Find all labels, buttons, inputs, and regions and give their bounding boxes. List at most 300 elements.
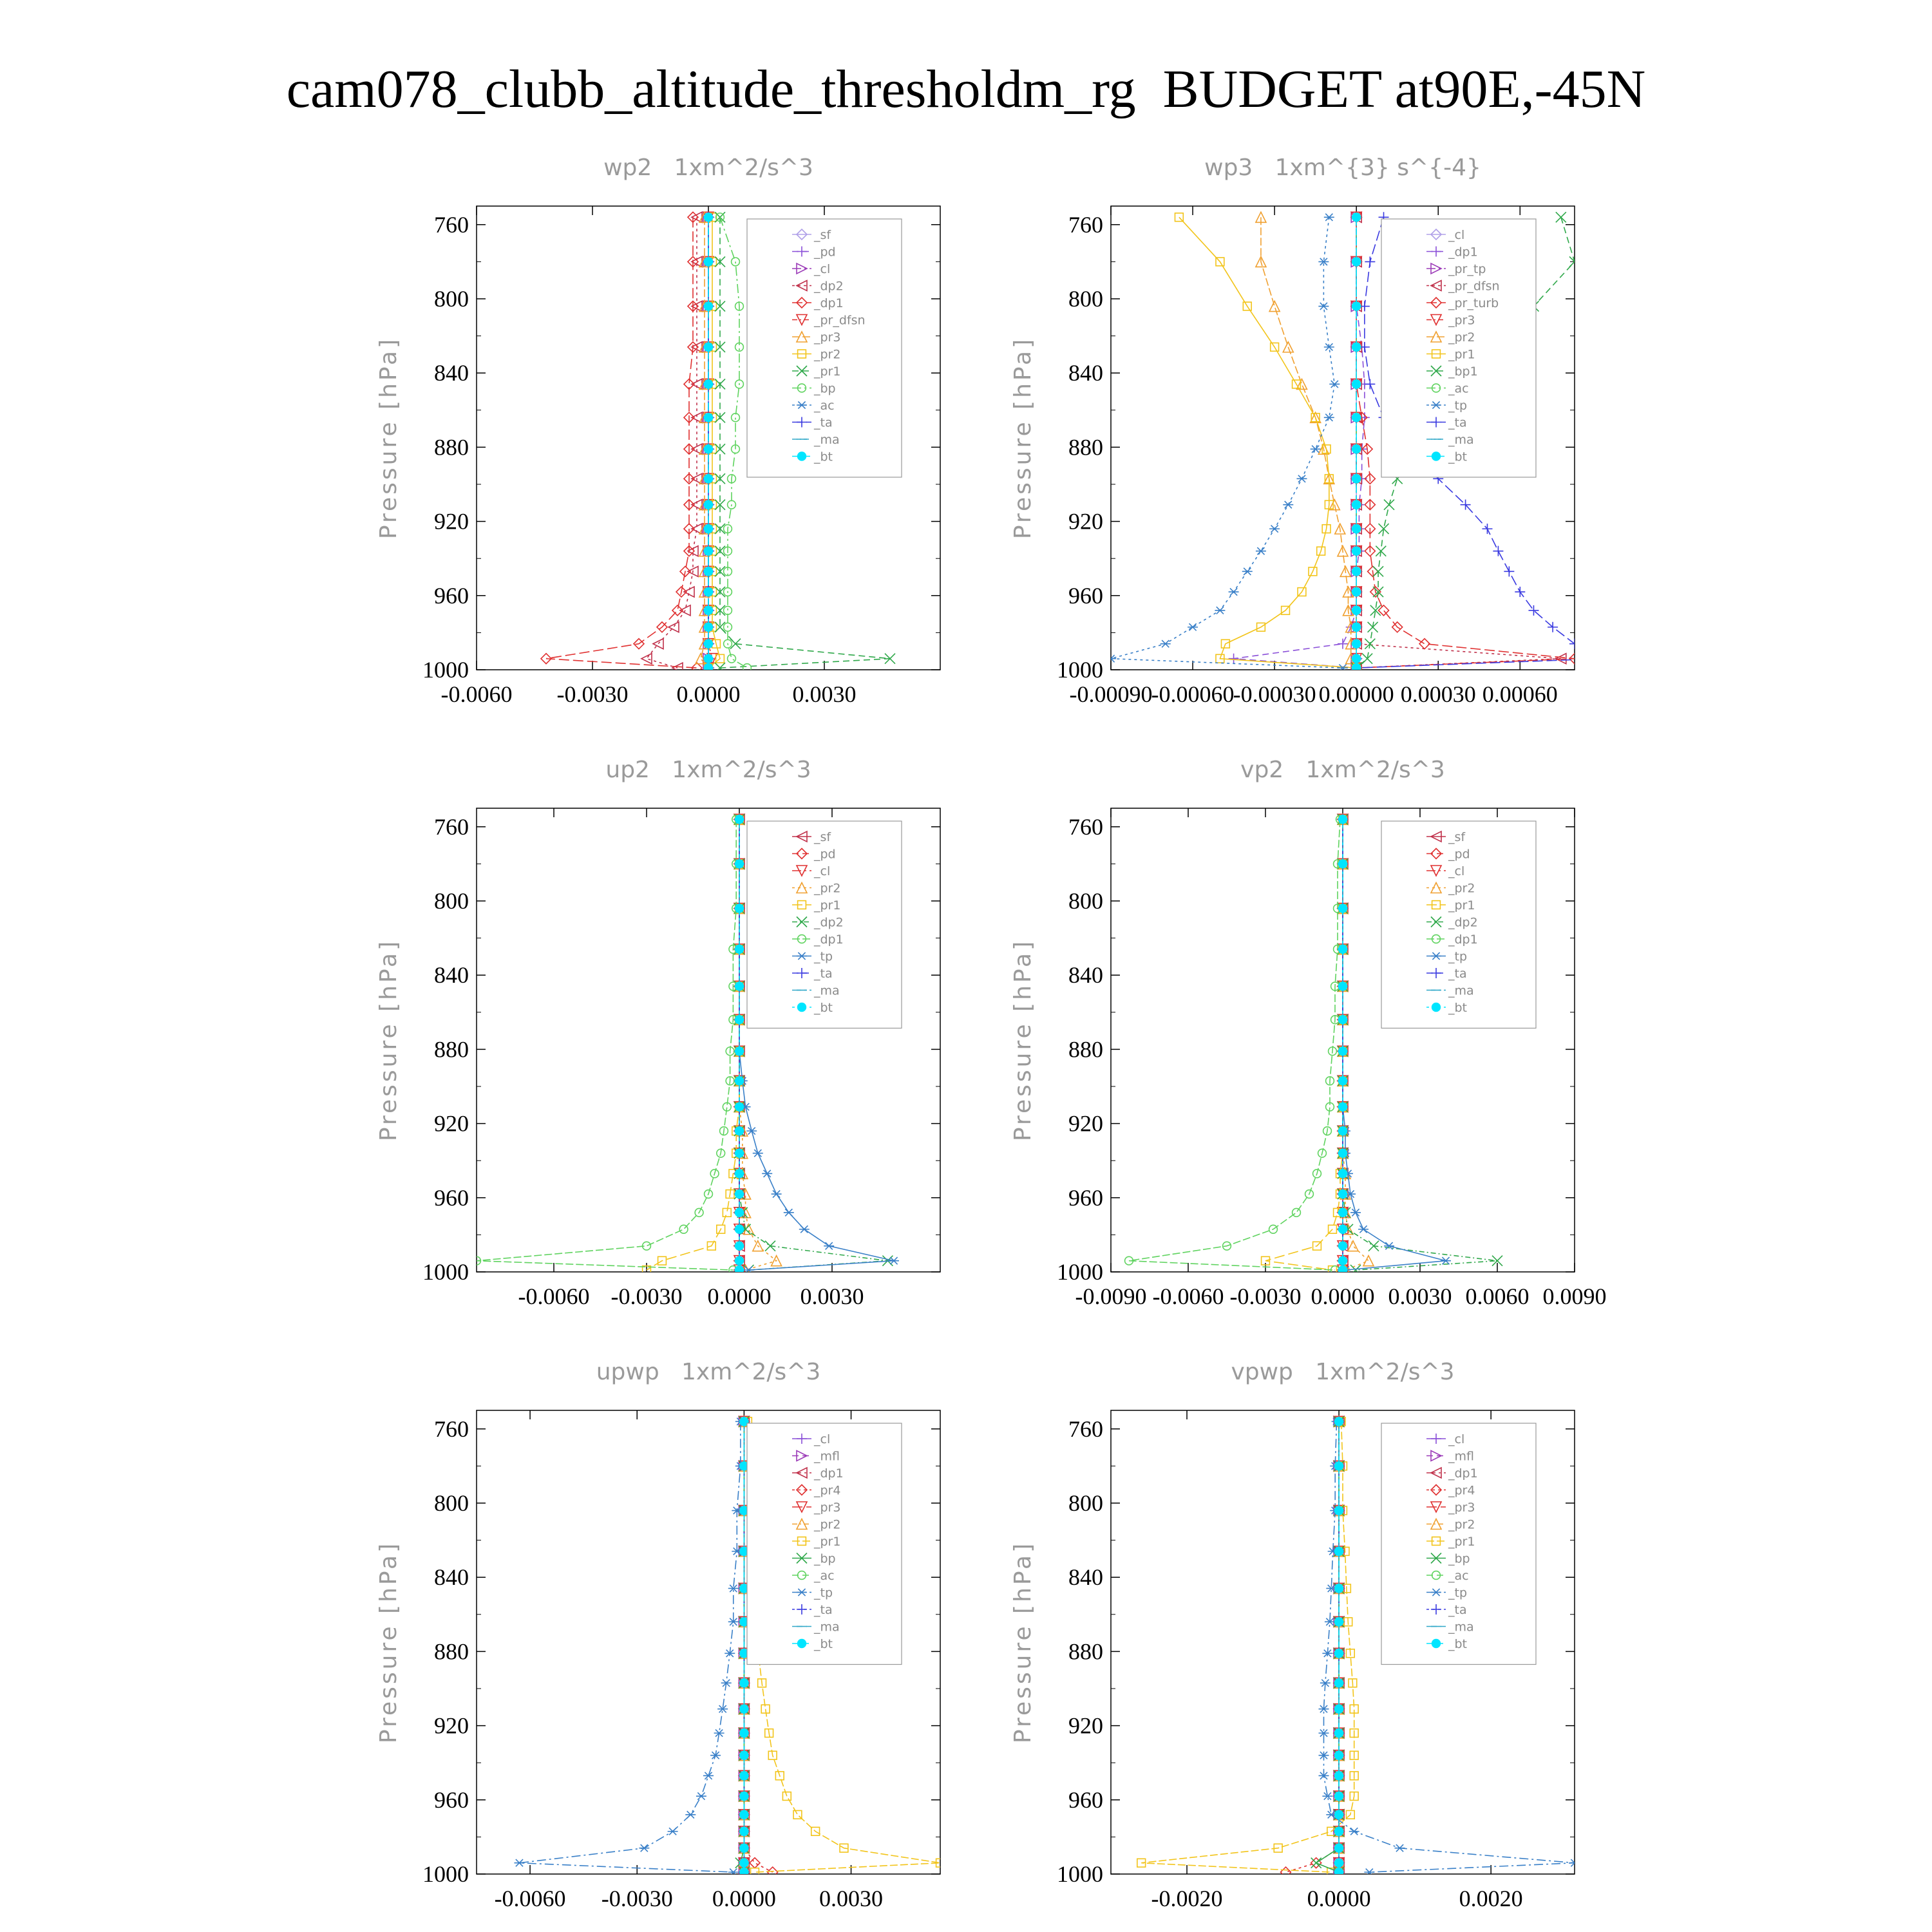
data-point-bt [705,567,713,576]
data-point-pr4 [1280,1867,1291,1877]
data-point-tp [1441,1257,1451,1264]
y-tick-label: 920 [434,1712,469,1739]
data-point-bp1 [1365,639,1375,649]
x-tick-label: 0.0060 [1465,1283,1530,1309]
data-point-bt [705,654,713,663]
data-point-bt [1352,500,1361,509]
y-tick-label: 880 [1068,1036,1103,1063]
data-point-bt [1339,904,1347,913]
data-point-bt [705,380,713,388]
data-point-bt [1352,654,1361,663]
data-point-bt [1335,1462,1343,1470]
chart-panel-5 [375,1359,944,1911]
data-point-bp [1311,1858,1321,1868]
legend-label: _sf [1448,830,1466,844]
data-point-bt [1335,1547,1343,1555]
x-tick-label: 0.00000 [1318,681,1394,707]
data-point-bt [1352,664,1361,672]
data-point-tp [1242,568,1253,575]
data-point-tp [728,1869,739,1876]
y-tick-label: 840 [434,962,469,989]
data-point-bp1 [1373,587,1383,597]
data-point-tp [1269,526,1280,533]
x-tick-label: -0.0030 [1229,1283,1302,1309]
data-point-tp [746,1128,757,1135]
data-point-bt [1352,302,1361,310]
data-point-bt [705,302,713,310]
data-point-dp2 [653,639,663,649]
data-point-dp1 [1229,654,1239,664]
data-point-bt [705,639,713,648]
legend-marker [1432,1003,1441,1012]
x-tick-label: 0.0030 [792,681,857,707]
legend-label: _pr3 [814,330,841,345]
y-tick-label: 880 [434,434,469,460]
data-point-tp [1256,547,1266,554]
series-line-bp [720,217,747,668]
x-tick-label: -0.0030 [611,1283,683,1309]
data-point-bt [1335,1792,1343,1801]
data-point-bt [735,1127,744,1135]
y-tick-label: 1000 [1057,657,1103,683]
panel-title: upwp 1xm^2/s^3 [596,1359,821,1385]
data-point-tp [685,1811,696,1818]
data-point-bt [1339,1190,1347,1198]
y-tick-label: 840 [1068,1564,1103,1591]
series-line-pr2 [708,217,720,668]
legend-label: _bt [814,1001,833,1015]
y-tick-label: 760 [1068,1416,1103,1442]
legend-label: _bt [1448,1637,1468,1651]
x-tick-label: 0.00030 [1400,681,1476,707]
legend-label: _dp2 [814,915,844,930]
data-point-bt [1335,1584,1343,1593]
data-point-bt [1335,1705,1343,1713]
data-point-bt [1352,606,1361,614]
data-point-bt [740,1827,748,1835]
legend-label: _ma [1448,1620,1474,1634]
y-tick-label: 960 [434,582,469,609]
data-point-bt [1339,1225,1347,1233]
data-point-bt [1335,1868,1343,1877]
data-point-tp [772,1190,782,1197]
data-point-tp [1188,623,1198,630]
data-point-bt [1339,1149,1347,1157]
x-tick-label: 0.0090 [1542,1283,1607,1309]
data-point-bt [1352,213,1361,222]
data-point-bt [740,1729,748,1738]
series-line-dp1 [546,217,697,668]
y-tick-label: 960 [1068,1184,1103,1211]
data-point-bt [735,1016,744,1024]
x-tick-label: 0.0000 [676,681,741,707]
y-tick-label: 880 [1068,434,1103,460]
y-tick-label: 960 [1068,582,1103,609]
page-title: cam078_clubb_altitude_thresholdm_rg BUDGET at90E,-45N [286,59,1646,119]
legend-label: _ma [814,1620,840,1634]
series-line-pr1 [647,819,739,1270]
legend-marker [798,452,806,460]
legend-label: _pr4 [814,1483,841,1498]
data-point-bt [705,606,713,614]
legend-label: _pr2 [814,1517,841,1532]
legend-label: _pr_tp [1448,262,1486,276]
legend-label: _bt [1448,450,1468,464]
x-tick-label: 0.0000 [707,1283,772,1309]
data-point-tp [1364,1869,1374,1876]
data-point-bt [740,1859,748,1867]
legend-label: _pr2 [814,881,841,896]
data-point-bt [735,1077,744,1085]
data-point-bt [1335,1772,1343,1780]
data-point-bt [1339,1016,1347,1024]
legend-label: _cl [814,262,831,276]
chart-panel-2 [1010,155,1607,707]
legend-label: _pr1 [1448,1535,1475,1549]
y-tick-label: 840 [1068,360,1103,386]
y-tick-label: 960 [1068,1786,1103,1813]
data-point-bt [705,547,713,555]
y-axis-label: Pressure [hPa] [1010,336,1036,540]
x-tick-label: -0.00030 [1233,681,1316,707]
legend-label: _pr_dfsn [814,313,866,328]
panel-title: vp2 1xm^2/s^3 [1240,757,1445,783]
data-point-bt [1339,1266,1347,1274]
legend-label: _bp [814,1551,836,1566]
data-point-bt [1339,945,1347,953]
x-tick-label: -0.00060 [1151,681,1235,707]
legend-label: _ac [814,399,835,413]
data-point-tp [514,1859,524,1866]
y-tick-label: 1000 [1057,1259,1103,1285]
y-tick-label: 920 [434,508,469,535]
data-point-bt [1339,815,1347,824]
legend-label: _bp [1448,1551,1470,1566]
x-tick-label: 0.0000 [712,1886,776,1911]
y-tick-label: 800 [1068,1490,1103,1516]
data-point-bt [1339,1047,1347,1056]
legend-label: _pr3 [1448,313,1475,328]
data-point-bp1 [1384,500,1394,510]
data-point-tp [1395,1844,1405,1852]
data-point-bt [740,1772,748,1780]
legend-label: _dp2 [814,279,844,294]
data-point-ta [1515,587,1525,597]
legend-marker [798,1003,806,1012]
data-point-bt [1335,1649,1343,1658]
legend-label: _bt [814,1637,833,1651]
data-point-bt [1352,380,1361,388]
data-point-bt [1352,547,1361,555]
data-point-bt [705,500,713,509]
y-tick-label: 920 [1068,508,1103,535]
legend-label: _pd [814,847,836,862]
data-point-bt [1352,525,1361,533]
legend-label: _sf [814,228,831,242]
series-line-pr4 [1285,1421,1339,1872]
data-point-bt [735,904,744,913]
legend-label: _pr1 [1448,898,1475,913]
series-line-pr3 [701,217,708,668]
data-point-bp [728,654,736,663]
y-tick-label: 920 [434,1110,469,1137]
legend-label: _pr3 [1448,1501,1475,1515]
x-tick-label: 0.0030 [819,1886,884,1911]
data-point-bt [705,664,713,672]
data-point-ta [1596,654,1607,664]
legend-label: _tp [814,949,833,964]
chart-panel-4 [1010,757,1607,1309]
data-point-bt [735,1266,744,1274]
data-point-bp1 [1362,654,1372,664]
panel-title: up2 1xm^2/s^3 [605,757,811,783]
x-tick-label: -0.0060 [494,1886,566,1911]
y-tick-label: 1000 [422,1861,469,1887]
series-line-pr1 [1141,1421,1354,1872]
y-tick-label: 840 [434,360,469,386]
y-tick-label: 760 [434,813,469,840]
data-point-bt [1339,1256,1347,1265]
data-point-bt [705,475,713,483]
series-line-dp1 [1234,217,1365,668]
legend-label: _cl [1448,864,1465,878]
series-line-dp2 [647,217,697,668]
y-axis-label: Pressure [hPa] [375,1540,402,1744]
data-point-bt [735,1242,744,1250]
legend-label: _pr_dfsn [1448,279,1500,294]
series-line-dp1 [477,819,736,1270]
x-tick-label: 0.00060 [1482,681,1558,707]
data-point-tp [1215,607,1225,614]
legend-label: _pr4 [1448,1483,1475,1498]
y-tick-label: 880 [434,1036,469,1063]
data-point-bt [705,525,713,533]
x-tick-label: -0.0020 [1151,1886,1223,1911]
data-point-bt [740,1792,748,1801]
y-tick-label: 800 [434,1490,469,1516]
data-point-bt [705,445,713,453]
data-point-bt [1352,623,1361,631]
data-point-bt [705,588,713,596]
data-point-bt [1352,588,1361,596]
series-line-tp [519,1421,740,1872]
y-tick-label: 920 [1068,1110,1103,1137]
data-point-pr2 [1363,1256,1374,1266]
data-point-tp [1229,588,1239,595]
y-tick-label: 800 [434,888,469,914]
x-tick-label: 0.0000 [1307,1886,1371,1911]
data-point-tp [753,1150,763,1157]
legend-label: _pr1 [814,1535,841,1549]
data-point-bt [1352,413,1361,422]
legend-label: _mfl [1448,1449,1474,1464]
series-line-dp1 [1129,819,1340,1270]
legend-label: _ta [1448,967,1467,981]
data-point-dp1 [679,1225,688,1233]
data-point-bp [732,413,740,422]
legend-label: _pr2 [1448,1517,1475,1532]
x-tick-label: -0.0030 [556,681,629,707]
chart-panel-3 [375,757,940,1309]
data-point-tp [668,1828,678,1835]
series-line-bp [1316,1421,1339,1872]
data-point-bt [740,1705,748,1713]
data-point-bt [1335,1859,1343,1867]
x-tick-label: -0.0060 [1152,1283,1224,1309]
data-point-ta [1365,379,1375,389]
legend-label: _ac [814,1569,835,1583]
data-point-tp [703,1772,714,1779]
legend-label: _pr3 [814,1501,841,1515]
data-point-bt [735,1047,744,1056]
data-point-bp1 [1556,212,1566,222]
data-point-tp [1318,303,1329,310]
data-point-bt [740,1844,748,1852]
data-point-bt [735,860,744,868]
data-point-bt [705,413,713,422]
data-point-bp1 [1368,622,1378,632]
y-axis-label: Pressure [hPa] [1010,938,1036,1142]
legend-label: _sf [814,830,831,844]
y-tick-label: 800 [1068,286,1103,312]
legend-label: _dp1 [1448,1466,1478,1481]
data-point-tp [1283,501,1293,508]
data-point-bt [1352,445,1361,453]
data-point-bt [1335,1827,1343,1835]
data-point-bt [740,1679,748,1687]
legend-label: _ma [1448,433,1474,447]
y-tick-label: 1000 [1057,1861,1103,1887]
legend-label: _pr2 [814,347,841,362]
panel-title: wp3 1xm^{3} s^{-4} [1204,155,1481,181]
data-point-bt [1335,1506,1343,1515]
data-point-tp [1160,640,1171,647]
data-point-bt [735,1149,744,1157]
data-point-bt [705,213,713,222]
data-point-bt [1339,1103,1347,1111]
data-point-bt [1335,1810,1343,1819]
data-point-bt [1335,1618,1343,1626]
y-tick-label: 920 [1068,1712,1103,1739]
data-point-bt [1335,1844,1343,1852]
data-point-ta [1493,546,1503,556]
series-line-pr2 [1261,217,1356,668]
data-point-bt [705,623,713,631]
panel-title: wp2 1xm^2/s^3 [603,155,813,181]
y-tick-label: 800 [1068,888,1103,914]
x-tick-label: -0.0060 [518,1283,590,1309]
legend-label: _pr_turb [1448,296,1499,310]
legend-marker [1432,452,1441,460]
legend-label: _bp1 [1448,365,1478,379]
y-tick-label: 840 [1068,962,1103,989]
data-point-tp [762,1170,772,1177]
data-point-ta [1504,566,1514,576]
series-line-pr2 [1343,819,1368,1270]
data-point-ta [1482,524,1492,534]
y-tick-label: 760 [1068,211,1103,238]
legend-label: _cl [814,864,831,878]
data-point-dp2 [684,587,694,597]
data-point-pr2 [1269,301,1280,312]
data-point-bt [740,1810,748,1819]
x-tick-label: 0.0030 [800,1283,864,1309]
y-axis-label: Pressure [hPa] [375,336,402,540]
data-point-bt [1339,982,1347,990]
data-point-tp [784,1209,794,1216]
x-tick-label: -0.0030 [601,1886,673,1911]
data-point-bt [1352,639,1361,648]
legend-label: _ma [1448,983,1474,998]
data-point-bp [743,664,752,672]
legend-label: _ma [814,983,840,998]
series-line-tp [1111,217,1343,668]
legend-label: _ta [814,967,833,981]
data-point-bt [735,1103,744,1111]
data-point-tp [1311,446,1321,453]
x-tick-label: 0.0030 [1388,1283,1452,1309]
legend-label: _pr1 [814,898,841,913]
data-point-bt [735,1225,744,1233]
data-point-bt [740,1751,748,1759]
x-tick-label: -0.0060 [440,681,513,707]
data-point-bt [1352,258,1361,266]
data-point-bt [1339,1077,1347,1085]
data-point-bt [1335,1729,1343,1738]
y-axis-label: Pressure [hPa] [1010,1540,1036,1744]
data-point-pr4 [750,1858,760,1868]
data-point-bt [735,1256,744,1265]
legend-label: _tp [1448,399,1468,413]
x-tick-label: -0.00090 [1069,681,1153,707]
legend-label: _tp [814,1586,833,1600]
data-point-bt [735,1170,744,1178]
legend-marker [1432,1640,1441,1648]
legend-label: _tp [1448,1586,1468,1600]
data-point-bt [1339,1127,1347,1135]
legend-label: _pd [1448,847,1470,862]
y-tick-label: 1000 [422,657,469,683]
data-point-bt [1339,1208,1347,1217]
legend-label: _ac [1448,1569,1469,1583]
panel-title: vpwp 1xm^2/s^3 [1231,1359,1455,1385]
y-tick-label: 760 [434,211,469,238]
data-point-bt [1335,1417,1343,1426]
y-tick-label: 760 [1068,813,1103,840]
x-tick-label: 0.0020 [1459,1886,1523,1911]
legend-label: _dp1 [814,1466,844,1481]
y-tick-label: 960 [434,1184,469,1211]
data-point-bt [705,343,713,351]
legend-label: _ta [814,415,833,430]
data-point-ta [1569,639,1580,649]
data-point-bt [735,982,744,990]
data-point-bt [1352,343,1361,351]
chart-panel-6 [1010,1359,1580,1911]
legend-label: _bt [1448,1001,1468,1015]
legend-label: _ta [1448,415,1467,430]
legend-label: _bp [814,381,836,396]
legend-label: _mfl [814,1449,840,1464]
legend-label: _cl [814,1432,831,1446]
data-point-bt [1339,1242,1347,1250]
data-point-bt [1339,860,1347,868]
legend-label: _pr1 [1448,347,1475,362]
y-tick-label: 880 [1068,1638,1103,1665]
legend-label: _dp2 [1448,915,1478,930]
y-tick-label: 880 [434,1638,469,1665]
data-point-bt [735,1190,744,1198]
